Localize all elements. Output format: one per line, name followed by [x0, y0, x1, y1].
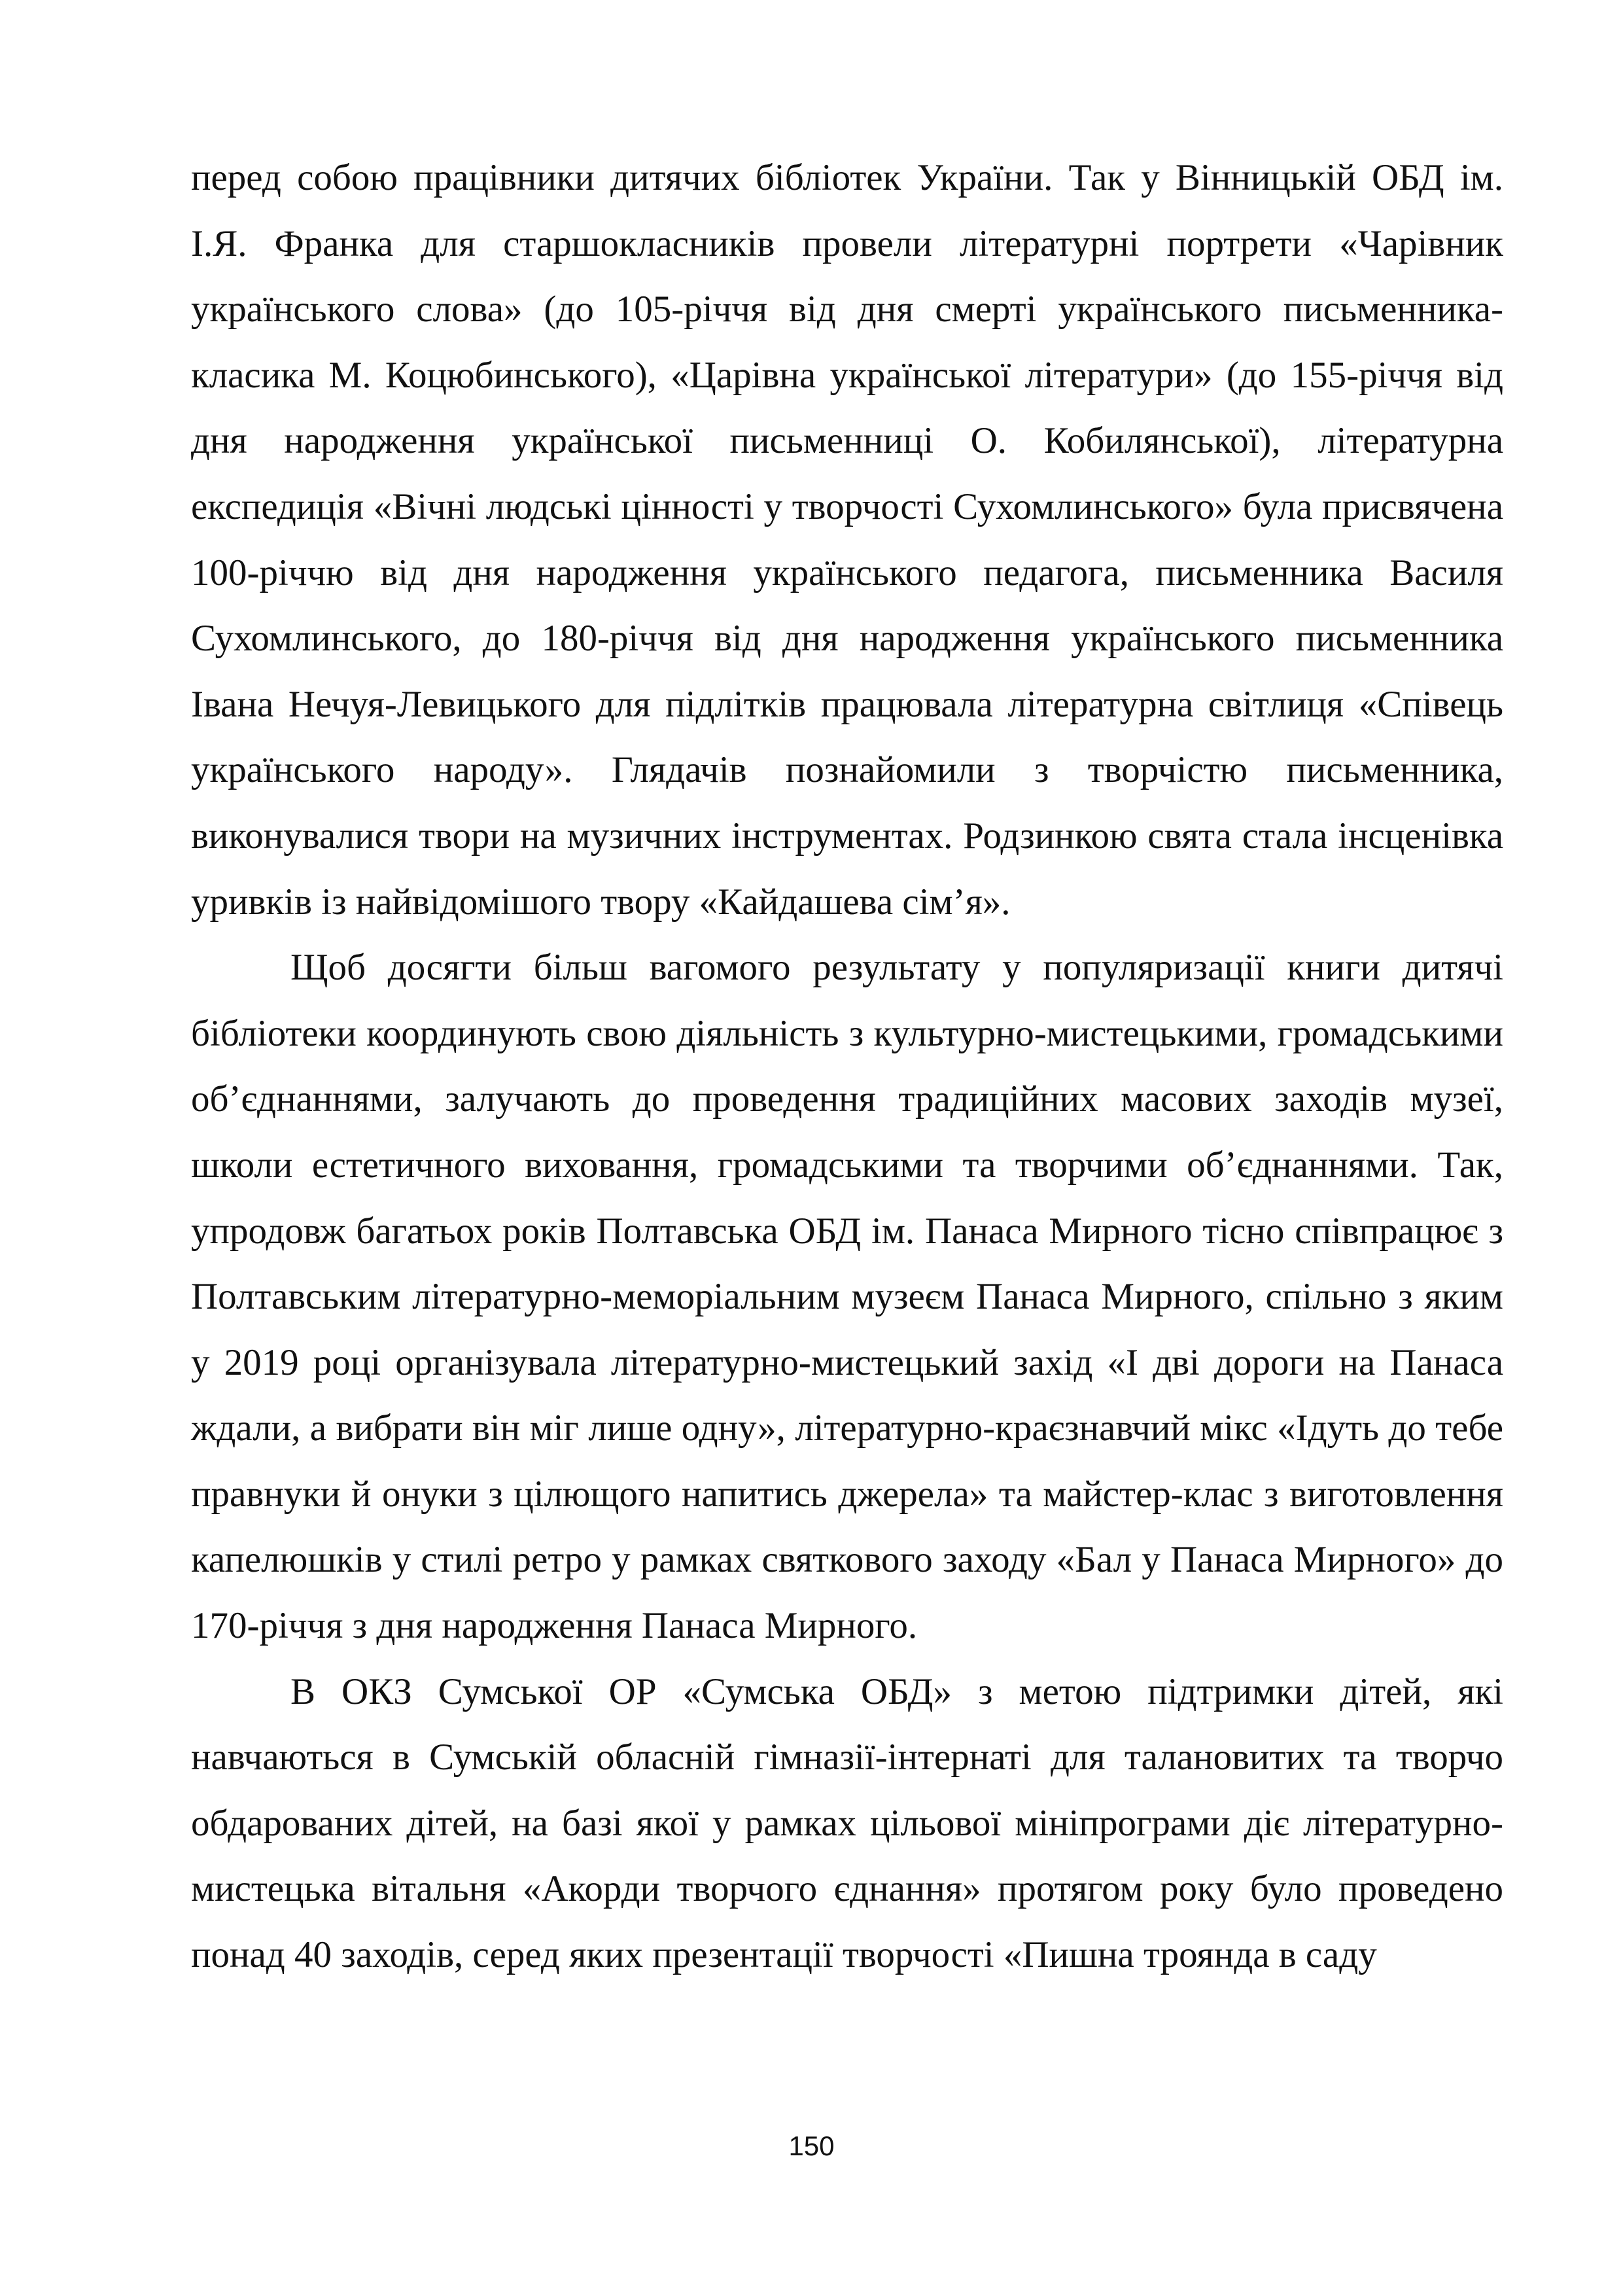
- paragraph-2: Щоб досягти більш вагомого результату у популяризації книги дитячі бібліотеки координують свою діяльність з культурно-мистецькими, громадськими об’єднаннями, залучають до проведення традиційних масових заходів музеї, школи естетичного виховання, громадськими та творчими об’єднаннями. Так, упродовж багатьох років Полтавська ОБД ім. Панаса Мирного тісно співпрацює з Полтавським літературно-меморіальним музеєм Панаса Мирного, спільно з яким у 2019 році організувала літературно-мистецький захід «І дві дороги на Панаса ждали, а вибрати він міг лише одну», літературно-краєзнавчий мікс «Ідуть до тебе правнуки й онуки з цілющого напитись джерела» та майстер-клас з виготовлення капелюшків у стилі ретро у рамках святкового заходу «Бал у Панаса Мирного» до 170-річчя з дня народження Панаса Мирного.: [191, 947, 1503, 1647]
- page-number: 150: [788, 2130, 835, 2161]
- paragraph-3: В ОКЗ Сумської ОР «Сумська ОБД» з метою підтримки дітей, які навчаються в Сумській обласній гімназії-інтернаті для талановитих та творчо обдарованих дітей, на базі якої у рамках цільової мініпрограми діє літературно-мистецька вітальня «Акорди творчого єднання» протягом року було проведено понад 40 заходів, серед яких презентації творчості «Пишна троянда в саду: [191, 1670, 1503, 1976]
- paragraph-1: перед собою працівники дитячих бібліотек України. Так у Вінницькій ОБД ім. І.Я. Франка для старшокласників провели літературні портрети «Чарівник українського слова» (до 105-річчя від дня смерті українського письменника-класика М. Коцюбинського), «Царівна української літератури» (до 155-річчя від дня народження української письменниці О. Кобилянської), літературна експедиція «Вічні людські цінності у творчості Сухомлинського» була присвячена 100-річчю від дня народження українського педагога, письменника Василя Сухомлинського, до 180-річчя від дня народження українського письменника Івана Нечуя-Левицького для підлітків працювала літературна світлиця «Співець українського народу». Глядачів познайомили з творчістю письменника, виконувалися твори на музичних інструментах. Родзинкою свята стала інсценівка уривків із найвідомішого твору «Кайдашева сім’я».: [191, 157, 1503, 923]
- document-body: [191, 145, 1503, 1988]
